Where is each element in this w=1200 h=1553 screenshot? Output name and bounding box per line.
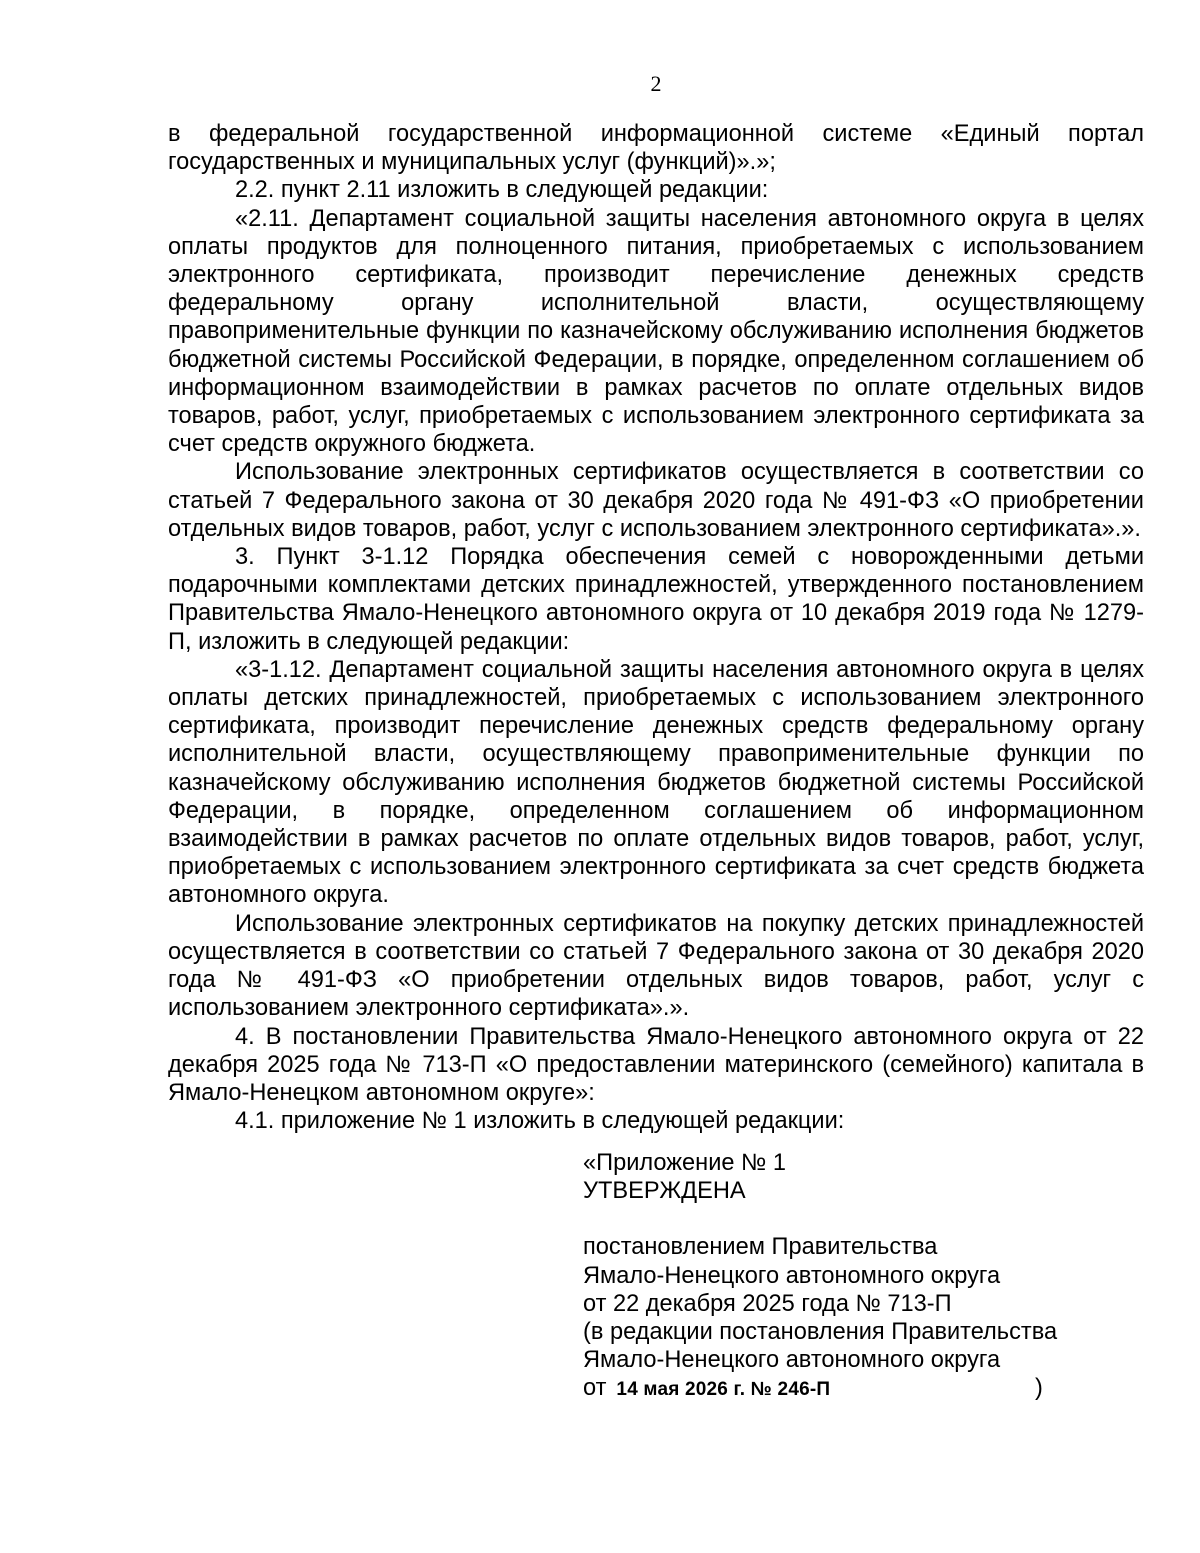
document-body — [168, 120, 1144, 1135]
approval-line-region-2: Ямало-Ненецкого автономного округа — [583, 1347, 1001, 1374]
paragraph-item-3: 3. Пункт 3-1.12 Порядка обеспечения семей с новорожденными детьми подарочными комплектами детских принадлежностей, утвержденного постановлением Правительства Ямало-Ненецкого автономного округа от 10 декабря 2019 года № 1279-П, изложить в следующей редакции: — [168, 544, 1144, 655]
approval-line-region: Ямало-Ненецкого автономного округа — [583, 1262, 1001, 1289]
approved-label: УТВЕРЖДЕНА — [583, 1178, 746, 1205]
approval-line-edition: (в редакции постановления Правительства — [583, 1319, 1058, 1346]
paragraph-certificates-usage-2: Использование электронных сертификатов на покупку детских принадлежностей осуществляется в соответствии со статьей 7 Федерального закона от 30 декабря 2020 года № 491-ФЗ «О приобретении отдельных видов товаров, работ, услуг с использованием электронного сертификата».». — [168, 910, 1144, 1022]
approval-block — [583, 1149, 1153, 1405]
closing-parenthesis: ) — [1035, 1375, 1043, 1402]
paragraph-4-1: 4.1. приложение № 1 изложить в следующей редакции: — [235, 1108, 845, 1135]
from-label: от — [583, 1375, 607, 1402]
resolution-stamp: 14 мая 2026 г. № 246-П — [616, 1379, 831, 1401]
appendix-title: «Приложение № 1 — [583, 1150, 787, 1176]
paragraph-3-1-12: «3-1.12. Департамент социальной защиты населения автономного округа в целях оплаты детских принадлежностей, приобретаемых с использованием электронного сертификата, производит перечисление денежных средств федеральному органу исполнительной власти, осуществляющему правоприменительные функции по казначейскому обслуживанию исполнения бюджетов бюджетной системы Российской Федерации, в порядке, определенном соглашением об информационном взаимодействии в рамках расчетов по оплате отдельных видов товаров, работ, услуг, приобретаемых с использованием электронного сертификата за счет средств бюджета автономного округа. — [168, 656, 1144, 909]
paragraph-2-11: «2.11. Департамент социальной защиты населения автономного округа в целях оплаты продуктов для полноценного питания, приобретаемых с использованием электронного сертификата, производит перечисление денежных средств федеральному органу исполнительной власти, осуществляющему правоприменительные функции по казначейскому обслуживанию исполнения бюджетов бюджетной системы Российской Федерации, в порядке, определенном соглашением об информационном взаимодействии в рамках расчетов по оплате отдельных видов товаров, работ, услуг, приобретаемых с использованием электронного сертификата за счет средств окружного бюджета. — [168, 205, 1144, 458]
approval-line-date: от 22 декабря 2025 года № 713-П — [583, 1290, 952, 1317]
approval-line-from — [583, 1374, 1153, 1404]
approval-spacer — [583, 1205, 1153, 1233]
paragraph-2-2: 2.2. пункт 2.11 изложить в следующей редакции: — [235, 177, 769, 204]
paragraph-continuation: в федеральной государственной информационной системе «Единый портал государственных и муниципальных услуг (функций)».»; — [168, 121, 1144, 176]
paragraph-certificates-usage-1: Использование электронных сертификатов осуществляется в соответствии со статьей 7 Федерального закона от 30 декабря 2020 года № 491-ФЗ «О приобретении отдельных видов товаров, работ, услуг с использованием электронного сертификата».». — [168, 459, 1144, 542]
paragraph-item-4: 4. В постановлении Правительства Ямало-Ненецкого автономного округа от 22 декабря 2025 года № 713-П «О предоставлении материнского (семейного) капитала в Ямало-Ненецком автономном округе»: — [168, 1023, 1144, 1106]
page-number: 2 — [650, 71, 662, 96]
approval-line-resolution: постановлением Правительства — [583, 1234, 938, 1261]
